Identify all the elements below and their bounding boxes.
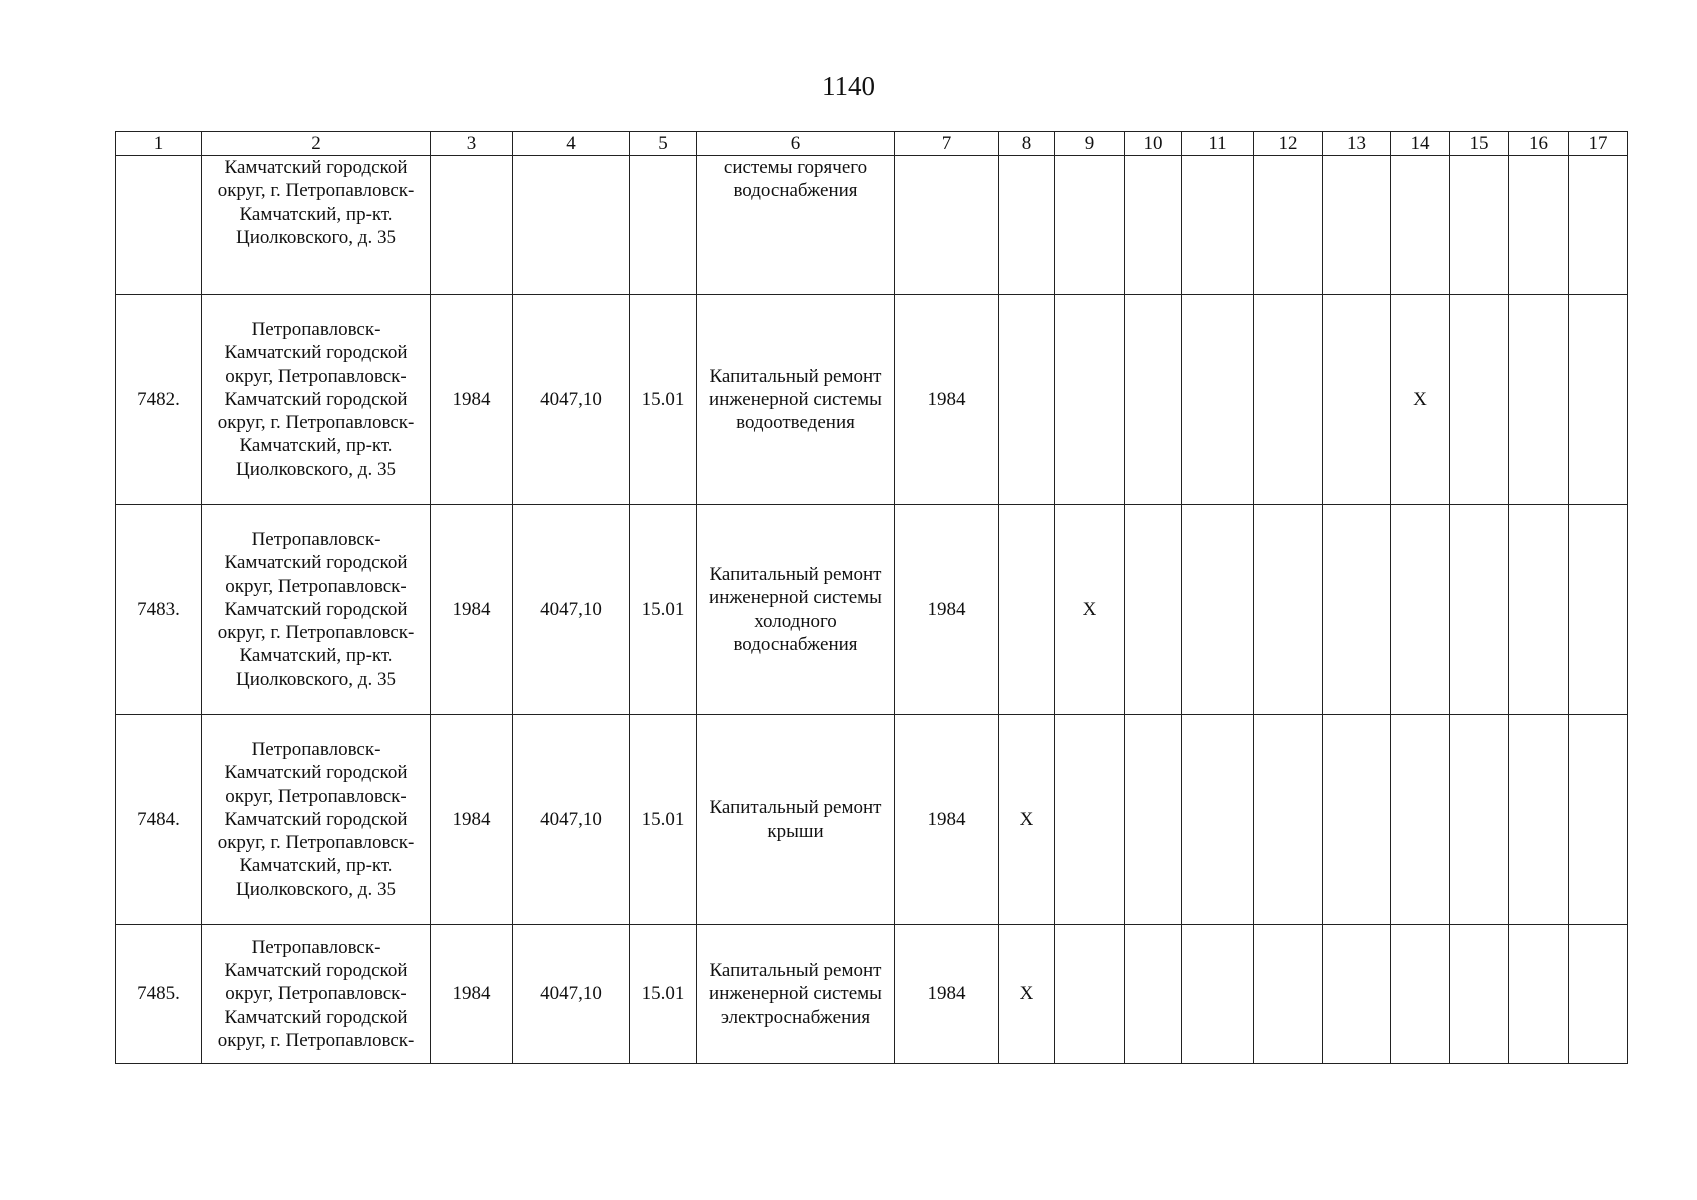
mark-cell bbox=[1323, 715, 1391, 925]
column-header: 16 bbox=[1509, 132, 1569, 156]
mark-cell bbox=[1182, 925, 1254, 1064]
code-cell: 15.01 bbox=[630, 715, 697, 925]
address-cell: Петропавловск-Камчатский городской округ, Петропавловск-Камчатский городской округ, г. Петропавловск- bbox=[202, 925, 431, 1064]
mark-cell: X bbox=[1055, 505, 1125, 715]
mark-cell bbox=[1254, 156, 1323, 295]
table-row bbox=[116, 715, 1628, 925]
mark-cell bbox=[1323, 295, 1391, 505]
mark-cell bbox=[1182, 295, 1254, 505]
area-cell: 4047,10 bbox=[513, 925, 630, 1064]
column-header: 5 bbox=[630, 132, 697, 156]
mark-cell bbox=[1509, 715, 1569, 925]
column-header: 14 bbox=[1391, 132, 1450, 156]
address-cell: Петропавловск-Камчатский городской округ, Петропавловск-Камчатский городской округ, г. Петропавловск-Камчатский, пр-кт. Циолковского, д. 35 bbox=[202, 295, 431, 505]
mark-cell bbox=[1509, 925, 1569, 1064]
mark-cell: X bbox=[999, 925, 1055, 1064]
row-number: 7482. bbox=[116, 295, 202, 505]
column-header: 11 bbox=[1182, 132, 1254, 156]
mark-cell bbox=[1125, 156, 1182, 295]
mark-cell bbox=[1391, 925, 1450, 1064]
mark-cell: X bbox=[1391, 295, 1450, 505]
area-cell: 4047,10 bbox=[513, 505, 630, 715]
column-header: 2 bbox=[202, 132, 431, 156]
mark-cell bbox=[1254, 505, 1323, 715]
mark-cell bbox=[1569, 156, 1628, 295]
address-cell: Камчатский городской округ, г. Петропавловск-Камчатский, пр-кт. Циолковского, д. 35 bbox=[202, 156, 431, 295]
year-cell: 1984 bbox=[895, 295, 999, 505]
table-row bbox=[116, 156, 1628, 295]
mark-cell bbox=[1391, 505, 1450, 715]
year-cell: 1984 bbox=[895, 715, 999, 925]
mark-cell bbox=[1569, 715, 1628, 925]
mark-cell bbox=[999, 156, 1055, 295]
mark-cell bbox=[1055, 925, 1125, 1064]
column-header: 1 bbox=[116, 132, 202, 156]
year-cell bbox=[431, 156, 513, 295]
mark-cell bbox=[999, 505, 1055, 715]
year-cell: 1984 bbox=[895, 925, 999, 1064]
mark-cell bbox=[1450, 505, 1509, 715]
year-cell: 1984 bbox=[431, 505, 513, 715]
mark-cell bbox=[1450, 715, 1509, 925]
mark-cell bbox=[1509, 505, 1569, 715]
mark-cell bbox=[1391, 715, 1450, 925]
mark-cell bbox=[1125, 925, 1182, 1064]
work-type-cell: Капитальный ремонт инженерной системы электроснабжения bbox=[697, 925, 895, 1064]
mark-cell bbox=[1182, 156, 1254, 295]
work-type-cell: Капитальный ремонт крыши bbox=[697, 715, 895, 925]
mark-cell bbox=[1125, 505, 1182, 715]
code-cell: 15.01 bbox=[630, 925, 697, 1064]
mark-cell bbox=[1450, 295, 1509, 505]
page-number: 1140 bbox=[822, 71, 875, 101]
mark-cell bbox=[1450, 925, 1509, 1064]
work-type-cell: системы горячего водоснабжения bbox=[697, 156, 895, 295]
address-cell: Петропавловск-Камчатский городской округ, Петропавловск-Камчатский городской округ, г. Петропавловск-Камчатский, пр-кт. Циолковского, д. 35 bbox=[202, 505, 431, 715]
table-row bbox=[116, 505, 1628, 715]
column-header: 15 bbox=[1450, 132, 1509, 156]
mark-cell bbox=[1391, 156, 1450, 295]
mark-cell bbox=[1125, 715, 1182, 925]
code-cell bbox=[630, 156, 697, 295]
year-cell: 1984 bbox=[431, 715, 513, 925]
mark-cell bbox=[1254, 925, 1323, 1064]
mark-cell bbox=[1323, 925, 1391, 1064]
column-number-header bbox=[116, 132, 1628, 156]
area-cell: 4047,10 bbox=[513, 295, 630, 505]
area-cell: 4047,10 bbox=[513, 715, 630, 925]
mark-cell bbox=[1569, 925, 1628, 1064]
year-cell: 1984 bbox=[895, 505, 999, 715]
column-header: 7 bbox=[895, 132, 999, 156]
row-number: 7484. bbox=[116, 715, 202, 925]
year-cell bbox=[895, 156, 999, 295]
area-cell bbox=[513, 156, 630, 295]
work-type-cell: Капитальный ремонт инженерной системы водоотведения bbox=[697, 295, 895, 505]
mark-cell bbox=[1569, 505, 1628, 715]
mark-cell bbox=[1323, 505, 1391, 715]
column-header: 17 bbox=[1569, 132, 1628, 156]
mark-cell bbox=[999, 295, 1055, 505]
table-row bbox=[116, 295, 1628, 505]
mark-cell bbox=[1569, 295, 1628, 505]
column-header: 4 bbox=[513, 132, 630, 156]
table-row bbox=[116, 925, 1628, 1064]
column-header: 12 bbox=[1254, 132, 1323, 156]
mark-cell bbox=[1182, 505, 1254, 715]
registry-table bbox=[115, 131, 1628, 1064]
mark-cell bbox=[1509, 295, 1569, 505]
row-number: 7483. bbox=[116, 505, 202, 715]
column-header: 10 bbox=[1125, 132, 1182, 156]
mark-cell: X bbox=[999, 715, 1055, 925]
mark-cell bbox=[1509, 156, 1569, 295]
year-cell: 1984 bbox=[431, 295, 513, 505]
row-number: 7485. bbox=[116, 925, 202, 1064]
mark-cell bbox=[1125, 295, 1182, 505]
work-type-cell: Капитальный ремонт инженерной системы холодного водоснабжения bbox=[697, 505, 895, 715]
mark-cell bbox=[1254, 295, 1323, 505]
column-header: 8 bbox=[999, 132, 1055, 156]
mark-cell bbox=[1055, 156, 1125, 295]
column-header: 9 bbox=[1055, 132, 1125, 156]
column-header: 6 bbox=[697, 132, 895, 156]
column-header: 3 bbox=[431, 132, 513, 156]
column-header: 13 bbox=[1323, 132, 1391, 156]
mark-cell bbox=[1450, 156, 1509, 295]
year-cell: 1984 bbox=[431, 925, 513, 1064]
mark-cell bbox=[1055, 295, 1125, 505]
mark-cell bbox=[1323, 156, 1391, 295]
row-number bbox=[116, 156, 202, 295]
code-cell: 15.01 bbox=[630, 295, 697, 505]
code-cell: 15.01 bbox=[630, 505, 697, 715]
mark-cell bbox=[1182, 715, 1254, 925]
mark-cell bbox=[1254, 715, 1323, 925]
mark-cell bbox=[1055, 715, 1125, 925]
address-cell: Петропавловск-Камчатский городской округ, Петропавловск-Камчатский городской округ, г. Петропавловск-Камчатский, пр-кт. Циолковского, д. 35 bbox=[202, 715, 431, 925]
